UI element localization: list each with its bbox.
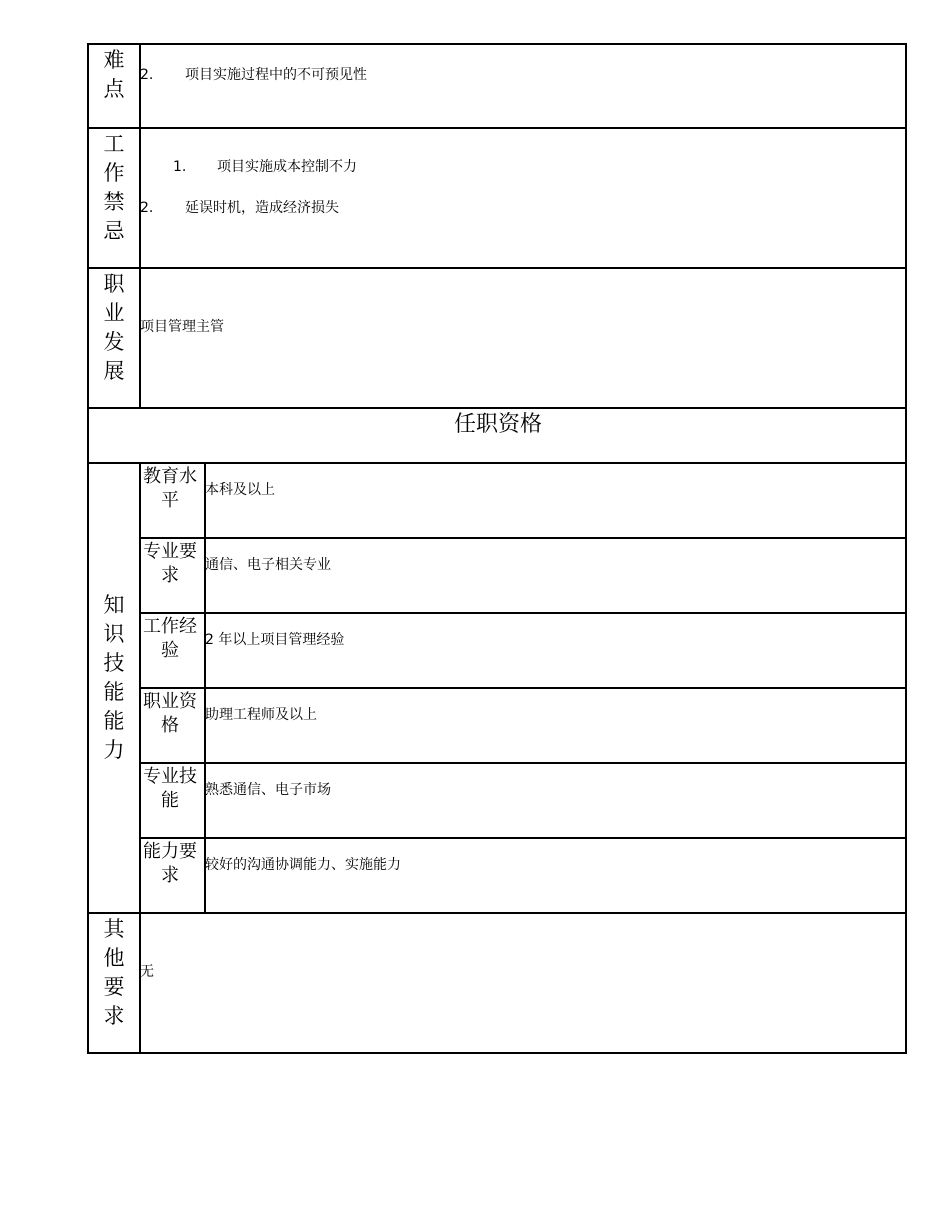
education-text: 本科及以上 [205, 482, 275, 498]
border-row-1 [87, 127, 907, 129]
taboo-label: 工作禁忌 [103, 132, 125, 243]
career-text: 项目管理主管 [140, 319, 224, 335]
taboo-item-text: 项目实施成本控制不力 [217, 159, 357, 175]
border-row-4 [87, 462, 907, 464]
border-right [905, 43, 907, 1054]
career-label: 职业发展 [103, 272, 125, 383]
knowledge-label: 知识技能能力 [103, 593, 125, 762]
border-sub-5 [139, 837, 907, 839]
experience-label: 工作经验 [143, 616, 197, 661]
skills-label: 专业技能 [143, 766, 197, 811]
border-left [87, 43, 89, 1054]
border-sub-4 [139, 762, 907, 764]
ability-label: 能力要求 [143, 841, 197, 886]
taboo-item-number: 2. [140, 200, 154, 216]
border-sub-2 [139, 612, 907, 614]
experience-text: 2 年以上项目管理经验 [205, 632, 345, 648]
major-label: 专业要求 [143, 541, 197, 586]
qualification-heading: 任职资格 [454, 412, 543, 437]
border-row-2 [87, 267, 907, 269]
border-label-col-a [139, 43, 141, 409]
certification-label: 职业资格 [143, 691, 197, 736]
skills-text: 熟悉通信、电子市场 [205, 782, 331, 798]
difficulty-item-number: 2. [140, 67, 154, 83]
education-label: 教育水平 [143, 466, 197, 511]
ability-text: 较好的沟通协调能力、实施能力 [205, 857, 401, 873]
difficulty-label: 难点 [103, 48, 125, 101]
border-sub-3 [139, 687, 907, 689]
border-bottom [87, 1052, 907, 1054]
taboo-item-text: 延误时机，造成经济损失 [185, 200, 339, 216]
border-top [87, 43, 907, 45]
major-text: 通信、电子相关专业 [205, 557, 331, 573]
certification-text: 助理工程师及以上 [205, 707, 317, 723]
border-sub-1 [139, 537, 907, 539]
border-row-3 [87, 407, 907, 409]
difficulty-item-text: 项目实施过程中的不可预见性 [185, 67, 367, 83]
border-sublabel-col [204, 462, 206, 914]
taboo-item-number: 1. [173, 159, 187, 175]
border-row-5 [87, 912, 907, 914]
other-text: 无 [140, 964, 154, 980]
other-label: 其他要求 [103, 917, 125, 1028]
